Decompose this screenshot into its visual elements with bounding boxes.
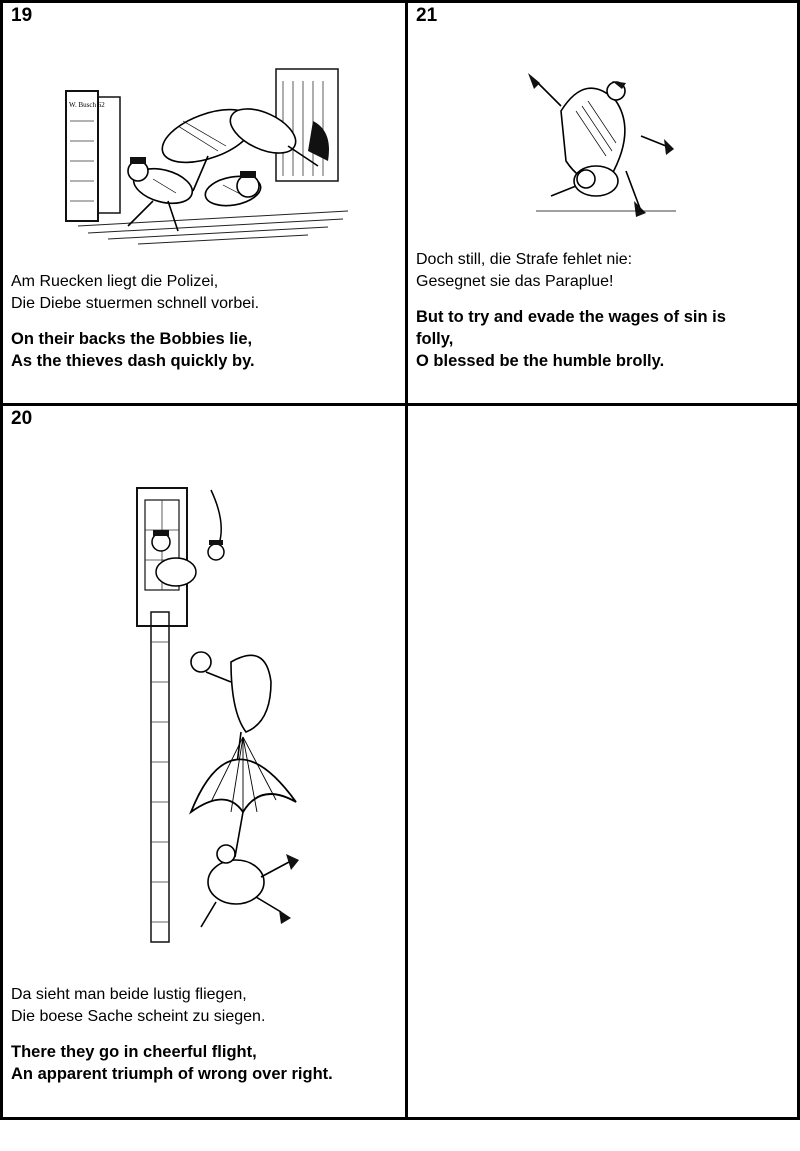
panel-20 bbox=[3, 406, 405, 1117]
panel-number: 19 bbox=[11, 5, 33, 26]
empty-panel bbox=[408, 406, 797, 1117]
german-verse: Da sieht man beide lustig fliegen, Die boese Sache scheint zu siegen. bbox=[11, 986, 266, 1025]
illustration-flying-with-umbrella bbox=[131, 482, 311, 952]
panel-21 bbox=[408, 3, 797, 403]
english-verse: But to try and evade the wages of sin is folly, O blessed be the humble brolly. bbox=[416, 308, 726, 370]
german-verse: Doch still, die Strafe fehlet nie: Gesegnet sie das Paraplue! bbox=[416, 251, 633, 290]
panel-number: 20 bbox=[11, 408, 33, 429]
illustration-thieves-upside-down bbox=[516, 61, 696, 221]
panel-19 bbox=[3, 3, 405, 403]
panel-number: 21 bbox=[416, 5, 438, 26]
door-sign: W. Busch 62 bbox=[69, 101, 105, 109]
english-verse: There they go in cheerful flight, An apparent triumph of wrong over right. bbox=[11, 1043, 333, 1083]
english-verse: On their backs the Bobbies lie, As the thieves dash quickly by. bbox=[11, 330, 255, 370]
illustration-policemen-fallen bbox=[58, 61, 358, 246]
verse-19 bbox=[11, 271, 259, 372]
verse-21 bbox=[416, 249, 726, 372]
german-verse: Am Ruecken liegt die Polizei, Die Diebe stuermen schnell vorbei. bbox=[11, 273, 260, 312]
verse-20 bbox=[11, 984, 333, 1085]
